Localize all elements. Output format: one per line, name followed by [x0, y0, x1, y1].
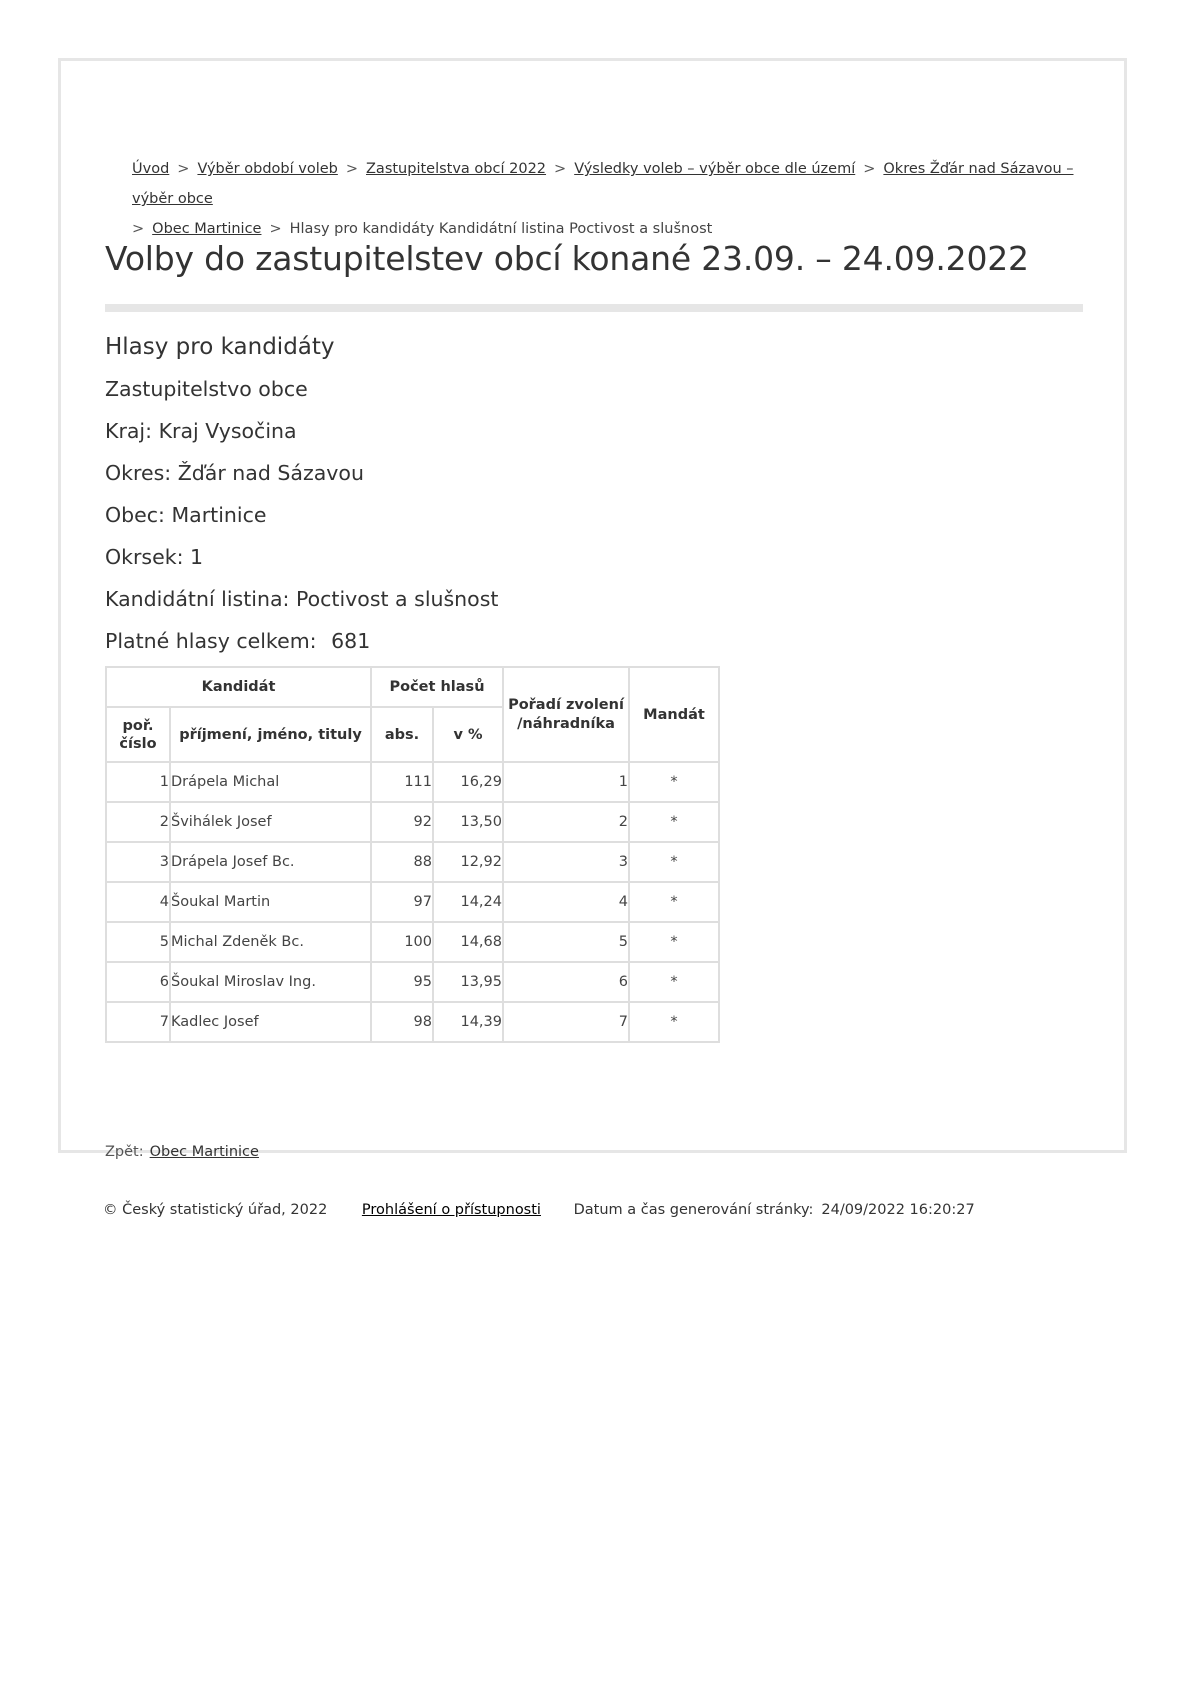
cell-poradi: 7 [503, 1002, 629, 1042]
back-link-obec[interactable]: Obec Martinice [149, 1144, 259, 1160]
cell-cislo: 4 [106, 882, 170, 922]
header-pocet-hlasu: Počet hlasů [371, 667, 503, 707]
cell-cislo: 1 [106, 762, 170, 802]
listina-value: Poctivost a slušnost [295, 587, 499, 611]
header-mandat: Mandát [629, 667, 719, 762]
cell-pct: 16,29 [433, 762, 503, 802]
okres-label: Okres: [105, 461, 172, 485]
cell-cislo: 5 [106, 922, 170, 962]
breadcrumb-link-zastupitelstva[interactable]: Zastupitelstva obcí 2022 [366, 161, 547, 177]
cell-mandat: * [629, 882, 719, 922]
cell-jmeno: Švihálek Josef [170, 802, 371, 842]
cell-cislo: 6 [106, 962, 170, 1002]
cell-mandat: * [629, 962, 719, 1002]
table-row [106, 1002, 719, 1042]
cell-poradi: 5 [503, 922, 629, 962]
cell-pct: 14,24 [433, 882, 503, 922]
footer-copyright: © Český statistický úřad, 2022 [103, 1202, 328, 1218]
cell-jmeno: Michal Zdeněk Bc. [170, 922, 371, 962]
breadcrumb [132, 154, 1082, 244]
content-frame [58, 58, 1127, 1160]
cell-pct: 14,39 [433, 1002, 503, 1042]
election-info [105, 326, 498, 662]
okres-row [105, 452, 498, 494]
okrsek-value: 1 [190, 545, 204, 569]
cell-abs: 111 [371, 762, 433, 802]
generated-label: Datum a čas generování stránky: [573, 1202, 814, 1218]
cell-cislo: 7 [106, 1002, 170, 1042]
breadcrumb-separator: > [345, 161, 358, 177]
breadcrumb-separator: > [554, 161, 567, 177]
breadcrumb-current: Hlasy pro kandidáty Kandidátní listina Poctivost a slušnost [289, 221, 713, 237]
breadcrumb-link-okres[interactable]: Okres Žďár nad Sázavou – výběr obce [132, 161, 1074, 207]
cell-mandat: * [629, 842, 719, 882]
table-row [106, 882, 719, 922]
listina-label: Kandidátní listina: [105, 587, 290, 611]
cell-jmeno: Kadlec Josef [170, 1002, 371, 1042]
okres-value: Žďár nad Sázavou [177, 461, 364, 485]
cell-pct: 12,92 [433, 842, 503, 882]
cell-abs: 100 [371, 922, 433, 962]
cell-poradi: 4 [503, 882, 629, 922]
cell-poradi: 6 [503, 962, 629, 1002]
breadcrumb-separator: > [177, 161, 190, 177]
cell-pct: 13,50 [433, 802, 503, 842]
kraj-row [105, 410, 498, 452]
platne-hlasy-row [105, 620, 498, 662]
table-row [106, 922, 719, 962]
cell-cislo: 3 [106, 842, 170, 882]
cell-abs: 98 [371, 1002, 433, 1042]
generated-value: 24/09/2022 16:20:27 [821, 1202, 975, 1218]
cell-mandat: * [629, 802, 719, 842]
breadcrumb-separator: > [863, 161, 876, 177]
cell-pct: 13,95 [433, 962, 503, 1002]
listina-row [105, 578, 498, 620]
table-row [106, 802, 719, 842]
okrsek-label: Okrsek: [105, 545, 184, 569]
cell-poradi: 2 [503, 802, 629, 842]
cell-jmeno: Šoukal Martin [170, 882, 371, 922]
header-kandidat: Kandidát [106, 667, 371, 707]
cell-mandat: * [629, 922, 719, 962]
cell-mandat: * [629, 1002, 719, 1042]
table-row [106, 842, 719, 882]
platne-hlasy-value: 681 [331, 629, 371, 653]
page-title: Volby do zastupitelstev obcí konané 23.09. – 24.09.2022 [105, 239, 1029, 278]
title-divider [105, 304, 1083, 312]
back-navigation [105, 1144, 259, 1160]
breadcrumb-separator: > [269, 221, 282, 237]
section-subtitle: Hlasy pro kandidáty [105, 334, 335, 360]
cell-poradi: 3 [503, 842, 629, 882]
header-pct: v % [433, 707, 503, 762]
breadcrumb-link-vysledky[interactable]: Výsledky voleb – výběr obce dle území [574, 161, 856, 177]
cell-poradi: 1 [503, 762, 629, 802]
cell-mandat: * [629, 762, 719, 802]
breadcrumb-link-uvod[interactable]: Úvod [132, 161, 170, 177]
kraj-label: Kraj: [105, 419, 153, 443]
candidates-table [105, 666, 720, 1043]
table-row [106, 962, 719, 1002]
header-poradi: Pořadí zvolení /náhradníka [503, 667, 629, 762]
cell-jmeno: Drápela Josef Bc. [170, 842, 371, 882]
cell-abs: 92 [371, 802, 433, 842]
breadcrumb-link-vyber-obdobi[interactable]: Výběr období voleb [197, 161, 338, 177]
kraj-value: Kraj Vysočina [158, 419, 297, 443]
table-row [106, 762, 719, 802]
obec-row [105, 494, 498, 536]
cell-abs: 97 [371, 882, 433, 922]
cell-jmeno: Šoukal Miroslav Ing. [170, 962, 371, 1002]
header-jmeno: příjmení, jméno, tituly [170, 707, 371, 762]
breadcrumb-separator: > [132, 221, 145, 237]
obec-label: Obec: [105, 503, 165, 527]
platne-hlasy-label: Platné hlasy celkem: [105, 629, 317, 653]
cell-jmeno: Drápela Michal [170, 762, 371, 802]
council-type: Zastupitelstvo obce [105, 377, 308, 401]
obec-value: Martinice [171, 503, 267, 527]
okrsek-row [105, 536, 498, 578]
cell-abs: 88 [371, 842, 433, 882]
cell-cislo: 2 [106, 802, 170, 842]
breadcrumb-link-obec[interactable]: Obec Martinice [152, 221, 262, 237]
accessibility-link[interactable]: Prohlášení o přístupnosti [361, 1202, 541, 1218]
footer [103, 1202, 975, 1218]
cell-abs: 95 [371, 962, 433, 1002]
cell-pct: 14,68 [433, 922, 503, 962]
header-por-cislo: poř. číslo [106, 707, 170, 762]
back-label: Zpět: [105, 1144, 144, 1160]
header-abs: abs. [371, 707, 433, 762]
